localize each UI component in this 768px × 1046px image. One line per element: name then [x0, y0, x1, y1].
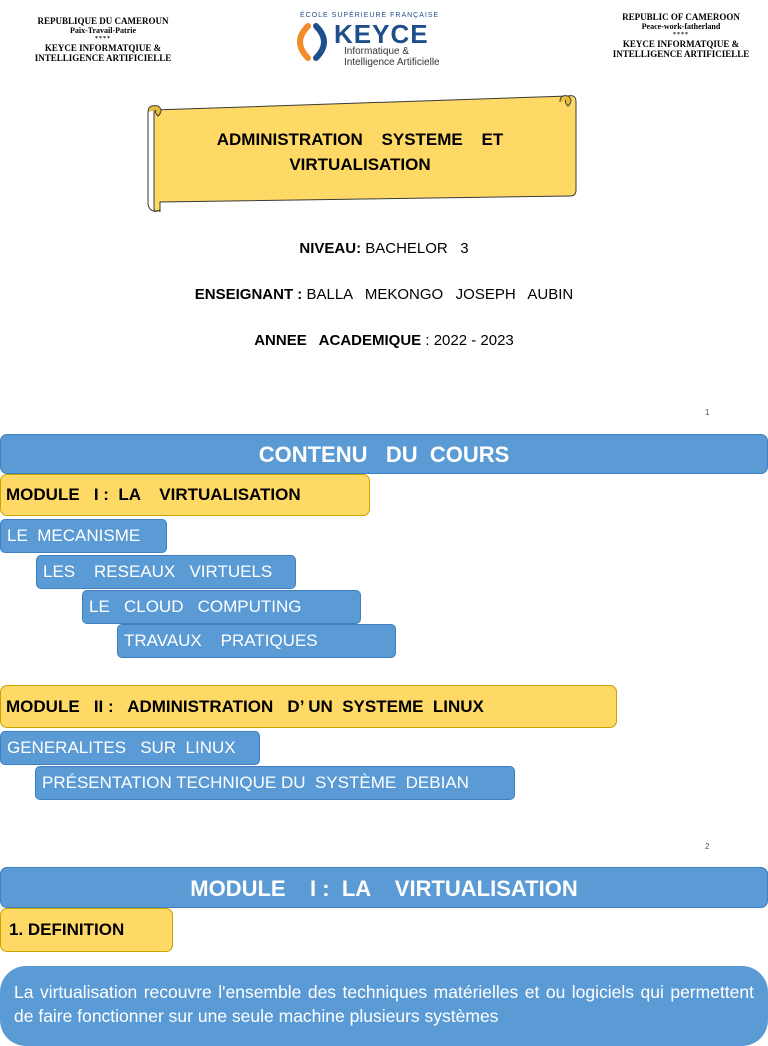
header-right-school2: INTELLIGENCE ARTIFICIELLE [612, 49, 750, 59]
module2-item-generalites [0, 731, 260, 765]
definition-heading [0, 908, 173, 952]
module2-item-label: GENERALITES SUR LINUX [7, 738, 236, 757]
header-left-school: KEYCE INFORMATQIUE & [44, 43, 162, 53]
module-slide-title-bar [0, 867, 768, 908]
header-left-stars: **** [95, 36, 111, 42]
definition-paragraph-text: La virtualisation recouvre l'ensemble des techniques matérielles et ou logiciels qui permettent de faire fonctionner sur une seule machine plusieurs systèmes [14, 982, 754, 1026]
enseignant-line [0, 286, 768, 303]
module-slide-title: MODULE I : LA VIRTUALISATION [190, 876, 578, 901]
module2-item-debian [35, 766, 515, 800]
header-left-school2: INTELLIGENCE ARTIFICIELLE [34, 53, 172, 63]
annee-line [0, 332, 768, 349]
page-number-2: 2 [705, 842, 710, 851]
module2-heading-text: MODULE II : ADMINISTRATION D’ UN SYSTEME LINUX [6, 696, 484, 716]
definition-heading-text: 1. DEFINITION [9, 920, 125, 939]
annee-value: : 2022 - 2023 [425, 332, 514, 349]
enseignant-value: BALLA MEKONGO JOSEPH AUBIN [306, 286, 574, 303]
module2-item-label: PRÉSENTATION TECHNIQUE DU SYSTÈME DEBIAN [42, 773, 469, 792]
module1-item-label: LE MECANISME [7, 526, 141, 545]
header-left-motto: Paix-Travail-Patrie [69, 26, 137, 35]
module1-item-travaux [117, 624, 396, 658]
contenu-title-bar [0, 434, 768, 474]
niveau-line [0, 240, 768, 257]
logo-parentheses-icon [290, 22, 334, 62]
course-title-line1: ADMINISTRATION SYSTEME ET [216, 130, 504, 149]
module2-heading [0, 685, 617, 728]
logo-sub2: Intelligence Artificielle [344, 57, 440, 68]
definition-paragraph [0, 966, 768, 1046]
header-right-school: KEYCE INFORMATQIUE & [622, 39, 740, 49]
course-title [150, 127, 570, 177]
module1-item-label: TRAVAUX PRATIQUES [124, 631, 318, 650]
module1-item-mecanisme [0, 519, 167, 553]
header-left-country: REPUBLIQUE DU CAMEROUN [37, 16, 169, 26]
header-left [18, 16, 188, 63]
header-right-stars: **** [673, 32, 689, 38]
annee-label: ANNEE ACADEMIQUE [254, 332, 422, 349]
logo-sub1: Informatique & [344, 46, 410, 57]
niveau-label: NIVEAU: [299, 240, 362, 257]
niveau-value: BACHELOR 3 [365, 240, 469, 257]
contenu-title: CONTENU DU COURS [258, 442, 510, 467]
module1-item-label: LE CLOUD COMPUTING [89, 597, 302, 616]
module1-heading-text: MODULE I : LA VIRTUALISATION [6, 485, 301, 504]
module1-item-cloud [82, 590, 361, 624]
page-number-1: 1 [705, 408, 710, 417]
module1-item-reseaux [36, 555, 296, 589]
header-right-country: REPUBLIC OF CAMEROON [622, 12, 740, 22]
keyce-logo [286, 10, 458, 68]
logo-brand: KEYCE [334, 19, 429, 49]
header-right [596, 12, 766, 59]
module1-item-label: LES RESEAUX VIRTUELS [43, 562, 273, 581]
logo-tagline: ÉCOLE SUPÉRIEURE FRANÇAISE [300, 12, 440, 19]
module1-heading [0, 474, 370, 516]
course-title-line2: VIRTUALISATION [289, 155, 431, 174]
enseignant-label: ENSEIGNANT : [194, 286, 303, 303]
header-right-motto: Peace-work-fatherland [641, 22, 721, 31]
